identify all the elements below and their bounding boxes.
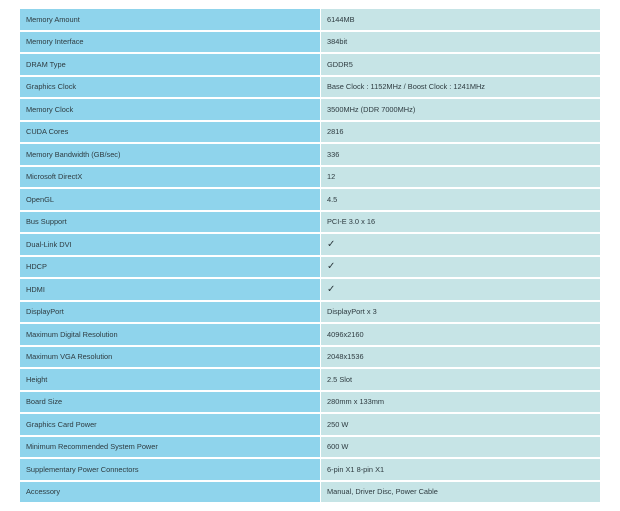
spec-label: HDMI: [20, 279, 321, 300]
spec-row: [20, 212, 600, 233]
spec-row: [20, 32, 600, 53]
spec-label: Graphics Clock: [20, 77, 321, 98]
spec-label: Dual-Link DVI: [20, 234, 321, 255]
spec-label: Height: [20, 369, 321, 390]
spec-label: CUDA Cores: [20, 122, 321, 143]
spec-label: Board Size: [20, 392, 321, 413]
spec-label: Maximum VGA Resolution: [20, 347, 321, 368]
spec-row: [20, 167, 600, 188]
spec-value: 336: [321, 144, 600, 165]
spec-value: Base Clock : 1152MHz / Boost Clock : 1241MHz: [321, 77, 600, 98]
spec-value: 6144MB: [321, 9, 600, 30]
spec-value: 384bit: [321, 32, 600, 53]
spec-value: 4096x2160: [321, 324, 600, 345]
spec-row: [20, 324, 600, 345]
spec-label: Memory Bandwidth (GB/sec): [20, 144, 321, 165]
spec-label: Memory Amount: [20, 9, 321, 30]
spec-label: Bus Support: [20, 212, 321, 233]
spec-row: [20, 77, 600, 98]
spec-value-checkmark: ✓: [321, 257, 600, 278]
spec-row: [20, 54, 600, 75]
spec-row: [20, 99, 600, 120]
spec-row: [20, 459, 600, 480]
spec-table-body: [20, 9, 600, 502]
spec-value: 600 W: [321, 437, 600, 458]
spec-value: 2816: [321, 122, 600, 143]
spec-row: [20, 9, 600, 30]
spec-row: [20, 189, 600, 210]
spec-value: GDDR5: [321, 54, 600, 75]
spec-value: 2048x1536: [321, 347, 600, 368]
spec-value: 2.5 Slot: [321, 369, 600, 390]
spec-row: [20, 144, 600, 165]
spec-table: [20, 7, 600, 504]
spec-value-checkmark: ✓: [321, 234, 600, 255]
spec-row: [20, 392, 600, 413]
spec-value: 3500MHz (DDR 7000MHz): [321, 99, 600, 120]
spec-row: [20, 437, 600, 458]
spec-value: 6-pin X1 8-pin X1: [321, 459, 600, 480]
spec-label: Memory Interface: [20, 32, 321, 53]
spec-label: Microsoft DirectX: [20, 167, 321, 188]
spec-row: [20, 257, 600, 278]
spec-row: [20, 279, 600, 300]
spec-row: [20, 414, 600, 435]
spec-value: 250 W: [321, 414, 600, 435]
spec-value: PCI-E 3.0 x 16: [321, 212, 600, 233]
spec-label: Accessory: [20, 482, 321, 503]
spec-value-checkmark: ✓: [321, 279, 600, 300]
spec-label: Minimum Recommended System Power: [20, 437, 321, 458]
spec-label: Supplementary Power Connectors: [20, 459, 321, 480]
spec-label: Graphics Card Power: [20, 414, 321, 435]
spec-label: Maximum Digital Resolution: [20, 324, 321, 345]
spec-label: DisplayPort: [20, 302, 321, 323]
spec-label: DRAM Type: [20, 54, 321, 75]
spec-row: [20, 482, 600, 503]
spec-label: OpenGL: [20, 189, 321, 210]
spec-row: [20, 234, 600, 255]
spec-value: Manual, Driver Disc, Power Cable: [321, 482, 600, 503]
spec-row: [20, 122, 600, 143]
spec-label: HDCP: [20, 257, 321, 278]
spec-value: 280mm x 133mm: [321, 392, 600, 413]
spec-row: [20, 347, 600, 368]
spec-row: [20, 302, 600, 323]
spec-row: [20, 369, 600, 390]
spec-value: 4.5: [321, 189, 600, 210]
spec-value: 12: [321, 167, 600, 188]
spec-label: Memory Clock: [20, 99, 321, 120]
spec-value: DisplayPort x 3: [321, 302, 600, 323]
